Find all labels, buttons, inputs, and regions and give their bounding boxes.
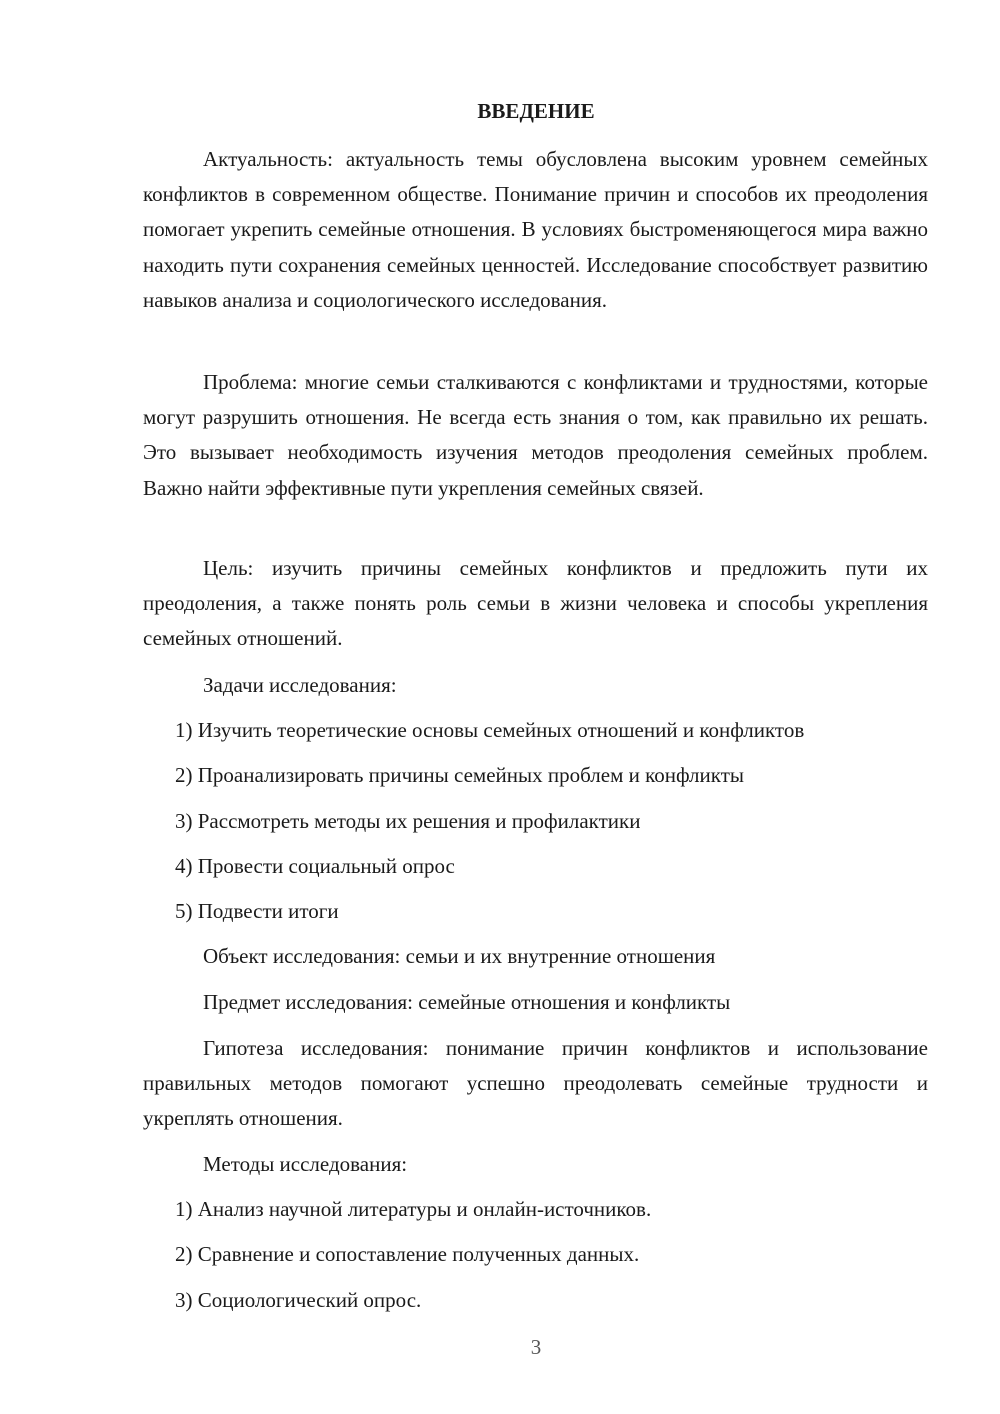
- hypothesis-paragraph: Гипотеза исследования: понимание причин конфликтов и использование правильных методов помогают успешно преодолевать семейные трудности и укреплять отношения.: [143, 1036, 928, 1131]
- page-title: ВВЕДЕНИЕ: [477, 99, 595, 123]
- problem-paragraph: Проблема: многие семьи сталкиваются с конфликтами и трудностями, которые могут разрушить отношения. Не всегда есть знания о том, как правильно их решать. Это вызывает необходимость изучения методов преодоления семейных проблем. Важно найти эффективные пути укрепления семейных связей.: [143, 370, 928, 500]
- list-item: 2) Проанализировать причины семейных проблем и конфликты: [175, 763, 744, 787]
- relevance-paragraph: Актуальность: актуальность темы обусловлена высоким уровнем семейных конфликтов в современном обществе. Понимание причин и способов их преодоления помогает укрепить семейные отношения. В условиях быстроменяющегося мира важно находить пути сохранения семейных ценностей. Исследование способствует развитию навыков анализа и социологического исследования.: [143, 147, 928, 312]
- tasks-heading: Задачи исследования:: [203, 673, 397, 697]
- goal-paragraph: Цель: изучить причины семейных конфликтов и предложить пути их преодоления, а также понять роль семьи в жизни человека и способы укрепления семейных отношений.: [143, 556, 928, 651]
- list-item: 3) Рассмотреть методы их решения и профилактики: [175, 809, 641, 833]
- list-item: 1) Анализ научной литературы и онлайн-источников.: [175, 1197, 652, 1221]
- page-number: 3: [530, 1335, 542, 1359]
- list-item: 2) Сравнение и сопоставление полученных данных.: [175, 1242, 640, 1266]
- list-item: 5) Подвести итоги: [175, 899, 339, 923]
- research-subject: Предмет исследования: семейные отношения и конфликты: [203, 990, 731, 1014]
- list-item: 3) Социологический опрос.: [175, 1288, 422, 1312]
- list-item: 1) Изучить теоретические основы семейных отношений и конфликтов: [175, 718, 805, 742]
- research-object: Объект исследования: семьи и их внутренние отношения: [203, 944, 716, 968]
- list-item: 4) Провести социальный опрос: [175, 854, 455, 878]
- methods-heading: Методы исследования:: [203, 1152, 408, 1176]
